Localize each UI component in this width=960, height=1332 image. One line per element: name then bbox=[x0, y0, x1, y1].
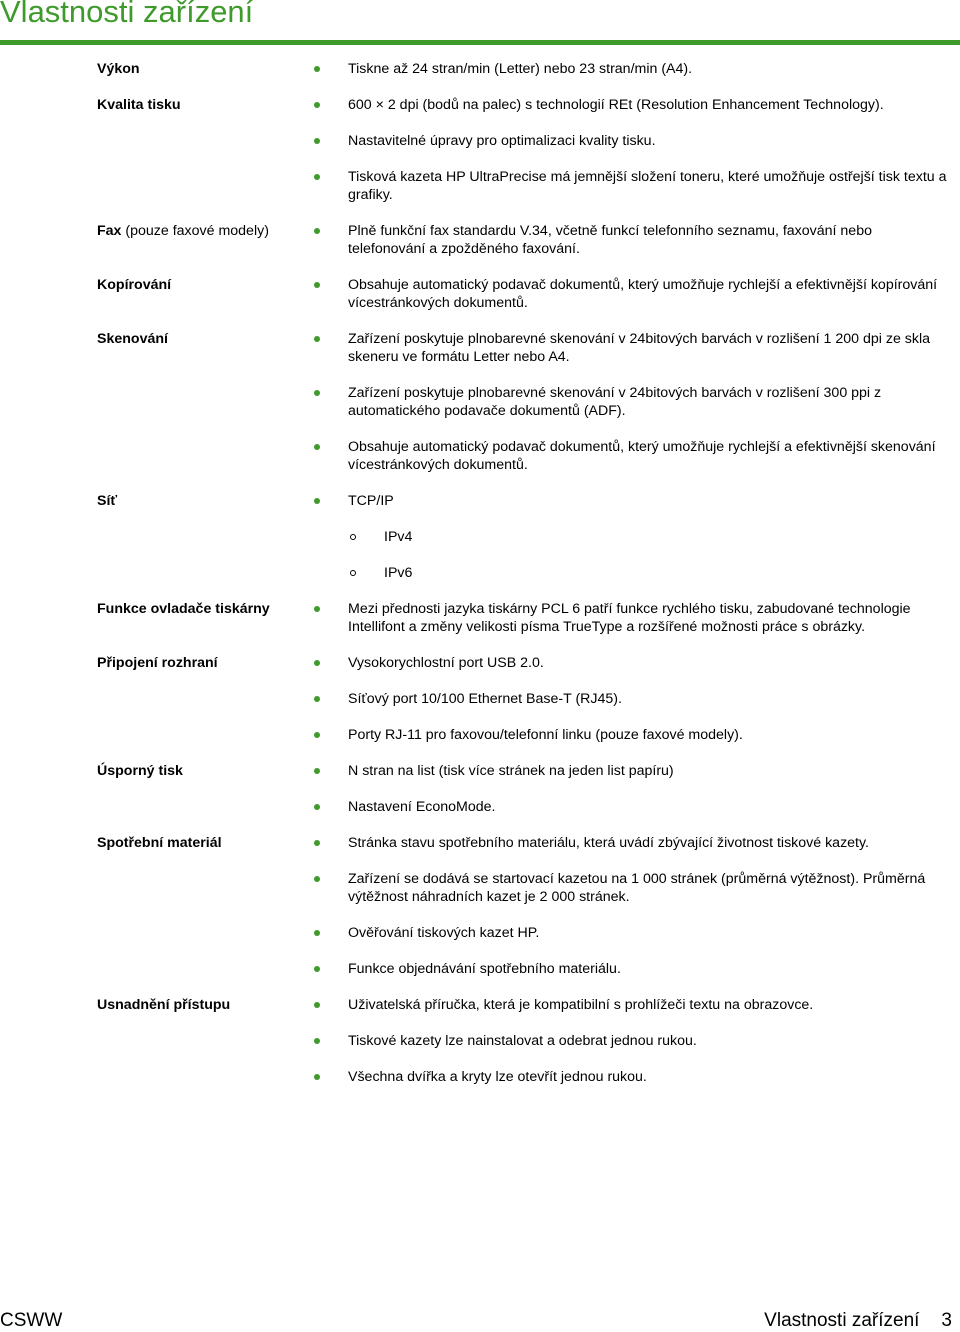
feature-category bbox=[0, 1026, 306, 1062]
bullet-icon bbox=[314, 1074, 320, 1080]
feature-category-label: Síť bbox=[97, 493, 118, 509]
footer-publication-code: CSWW bbox=[0, 1310, 63, 1331]
feature-row bbox=[0, 90, 960, 126]
feature-description-cell bbox=[348, 648, 960, 684]
hollow-bullet-icon bbox=[350, 534, 356, 540]
feature-category-label: Kvalita tisku bbox=[97, 97, 181, 113]
feature-description: Obsahuje automatický podavač dokumentů, který umožňuje rychlejší a efektivnější skenování vícestránkových dokumentů. bbox=[348, 439, 936, 473]
bullet-cell bbox=[306, 162, 348, 216]
page-number: 3 bbox=[941, 1310, 952, 1331]
feature-description: Nastavitelné úpravy pro optimalizaci kvality tisku. bbox=[348, 133, 656, 149]
feature-category-label: Úsporný tisk bbox=[97, 763, 183, 779]
feature-description: N stran na list (tisk více stránek na jeden list papíru) bbox=[348, 763, 674, 779]
bullet-cell bbox=[306, 648, 348, 684]
feature-description: 600 × 2 dpi (bodů na palec) s technologií REt (Resolution Enhancement Technology). bbox=[348, 97, 884, 113]
bullet-cell bbox=[306, 792, 348, 828]
feature-description: Nastavení EconoMode. bbox=[348, 799, 496, 815]
feature-row bbox=[0, 162, 960, 216]
bullet-icon bbox=[314, 66, 320, 72]
feature-row bbox=[0, 522, 960, 558]
feature-category bbox=[0, 954, 306, 990]
bullet-icon bbox=[314, 930, 320, 936]
feature-row bbox=[0, 558, 960, 594]
feature-category bbox=[0, 594, 306, 648]
feature-description-cell bbox=[348, 684, 960, 720]
feature-row bbox=[0, 126, 960, 162]
feature-row bbox=[0, 918, 960, 954]
feature-description: TCP/IP bbox=[348, 493, 394, 509]
feature-category-label: Připojení rozhraní bbox=[97, 655, 218, 671]
footer-right bbox=[764, 1310, 952, 1332]
sub-item-text: IPv4 bbox=[384, 529, 413, 545]
feature-description-cell bbox=[348, 90, 960, 126]
bullet-cell bbox=[306, 684, 348, 720]
bullet-icon bbox=[314, 228, 320, 234]
feature-category bbox=[0, 558, 306, 594]
feature-description: Obsahuje automatický podavač dokumentů, který umožňuje rychlejší a efektivnější kopírování vícestránkových dokumentů. bbox=[348, 277, 938, 311]
feature-category-label: Skenování bbox=[97, 331, 168, 347]
feature-row bbox=[0, 864, 960, 918]
feature-row bbox=[0, 324, 960, 378]
feature-category-label: Usnadnění přístupu bbox=[97, 997, 231, 1013]
feature-row bbox=[0, 720, 960, 756]
feature-category bbox=[0, 324, 306, 378]
feature-description-cell bbox=[348, 1062, 960, 1098]
bullet-cell bbox=[306, 54, 348, 90]
bullet-icon bbox=[314, 660, 320, 666]
feature-description: Síťový port 10/100 Ethernet Base-T (RJ45). bbox=[348, 691, 622, 707]
feature-description: Všechna dvířka a kryty lze otevřít jednou rukou. bbox=[348, 1069, 647, 1085]
feature-row bbox=[0, 954, 960, 990]
feature-description-cell bbox=[348, 954, 960, 990]
features-table-body bbox=[0, 54, 960, 1098]
feature-description-cell bbox=[348, 432, 960, 486]
bullet-cell bbox=[306, 324, 348, 378]
feature-description: Funkce objednávání spotřebního materiálu. bbox=[348, 961, 621, 977]
feature-row bbox=[0, 486, 960, 522]
bullet-cell bbox=[306, 216, 348, 270]
feature-category bbox=[0, 864, 306, 918]
bullet-icon bbox=[314, 498, 320, 504]
feature-description-cell bbox=[348, 918, 960, 954]
features-table bbox=[0, 54, 960, 1098]
feature-description-cell bbox=[348, 828, 960, 864]
feature-description-cell bbox=[348, 720, 960, 756]
feature-row bbox=[0, 756, 960, 792]
feature-category bbox=[0, 648, 306, 684]
feature-category-note: (pouze faxové modely) bbox=[121, 223, 269, 239]
feature-row bbox=[0, 594, 960, 648]
bullet-cell bbox=[306, 90, 348, 126]
feature-category bbox=[0, 378, 306, 432]
sub-item-text: IPv6 bbox=[384, 565, 413, 581]
feature-row bbox=[0, 828, 960, 864]
bullet-icon bbox=[314, 102, 320, 108]
bullet-icon bbox=[314, 768, 320, 774]
bullet-cell bbox=[306, 954, 348, 990]
feature-row bbox=[0, 378, 960, 432]
feature-category bbox=[0, 126, 306, 162]
bullet-icon bbox=[314, 390, 320, 396]
bullet-cell bbox=[306, 720, 348, 756]
feature-description-cell bbox=[348, 864, 960, 918]
feature-category-label: Kopírování bbox=[97, 277, 172, 293]
feature-category bbox=[0, 990, 306, 1026]
feature-row bbox=[0, 792, 960, 828]
feature-description-cell bbox=[348, 756, 960, 792]
feature-description-cell bbox=[348, 126, 960, 162]
feature-category bbox=[0, 162, 306, 216]
feature-description: Ověřování tiskových kazet HP. bbox=[348, 925, 540, 941]
bullet-icon bbox=[314, 444, 320, 450]
feature-category bbox=[0, 90, 306, 126]
feature-category bbox=[0, 792, 306, 828]
feature-description: Tisková kazeta HP UltraPrecise má jemnější složení toneru, které umožňuje ostřejší tisk textu a grafiky. bbox=[348, 169, 947, 203]
bullet-icon bbox=[314, 282, 320, 288]
feature-category bbox=[0, 756, 306, 792]
feature-category bbox=[0, 270, 306, 324]
bullet-cell bbox=[306, 522, 348, 558]
feature-category bbox=[0, 1062, 306, 1098]
feature-row bbox=[0, 270, 960, 324]
bullet-cell bbox=[306, 864, 348, 918]
feature-category bbox=[0, 918, 306, 954]
feature-description: Zařízení poskytuje plnobarevné skenování v 24bitových barvách v rozlišení 300 ppi z automatického podavače dokumentů (ADF). bbox=[348, 385, 882, 419]
title-divider bbox=[0, 40, 960, 45]
feature-description: Tiskové kazety lze nainstalovat a odebrat jednou rukou. bbox=[348, 1033, 697, 1049]
feature-description-cell bbox=[348, 558, 960, 594]
feature-description: Zařízení poskytuje plnobarevné skenování v 24bitových barvách v rozlišení 1 200 dpi ze skla skeneru ve formátu Letter nebo A4. bbox=[348, 331, 931, 365]
feature-category-label: Funkce ovladače tiskárny bbox=[97, 601, 270, 617]
bullet-cell bbox=[306, 918, 348, 954]
feature-row bbox=[0, 648, 960, 684]
bullet-cell bbox=[306, 486, 348, 522]
sub-list-item bbox=[348, 528, 960, 546]
bullet-icon bbox=[314, 138, 320, 144]
bullet-icon bbox=[314, 336, 320, 342]
bullet-icon bbox=[314, 174, 320, 180]
feature-category bbox=[0, 486, 306, 522]
bullet-icon bbox=[314, 966, 320, 972]
feature-category bbox=[0, 720, 306, 756]
bullet-cell bbox=[306, 1062, 348, 1098]
feature-row bbox=[0, 1062, 960, 1098]
feature-category bbox=[0, 522, 306, 558]
bullet-icon bbox=[314, 696, 320, 702]
bullet-cell bbox=[306, 828, 348, 864]
bullet-cell bbox=[306, 378, 348, 432]
feature-description-cell bbox=[348, 216, 960, 270]
feature-description-cell bbox=[348, 522, 960, 558]
feature-description: Porty RJ-11 pro faxovou/telefonní linku (pouze faxové modely). bbox=[348, 727, 743, 743]
feature-category bbox=[0, 216, 306, 270]
feature-description-cell bbox=[348, 324, 960, 378]
bullet-cell bbox=[306, 558, 348, 594]
sub-list-item bbox=[348, 564, 960, 582]
hollow-bullet-icon bbox=[350, 570, 356, 576]
feature-description-cell bbox=[348, 54, 960, 90]
bullet-cell bbox=[306, 126, 348, 162]
feature-description: Stránka stavu spotřebního materiálu, která uvádí zbývající životnost tiskové kazety. bbox=[348, 835, 869, 851]
feature-description-cell bbox=[348, 378, 960, 432]
bullet-cell bbox=[306, 594, 348, 648]
page-title: Vlastnosti zařízení bbox=[0, 0, 254, 29]
feature-description: Vysokorychlostní port USB 2.0. bbox=[348, 655, 544, 671]
feature-description-cell bbox=[348, 594, 960, 648]
feature-category-label: Výkon bbox=[97, 61, 140, 77]
feature-description-cell bbox=[348, 486, 960, 522]
bullet-cell bbox=[306, 432, 348, 486]
feature-description-cell bbox=[348, 792, 960, 828]
feature-row bbox=[0, 1026, 960, 1062]
bullet-icon bbox=[314, 1002, 320, 1008]
feature-row bbox=[0, 432, 960, 486]
feature-description-cell bbox=[348, 1026, 960, 1062]
bullet-cell bbox=[306, 1026, 348, 1062]
feature-description: Uživatelská příručka, která je kompatibilní s prohlížeči textu na obrazovce. bbox=[348, 997, 814, 1013]
feature-category bbox=[0, 684, 306, 720]
bullet-icon bbox=[314, 1038, 320, 1044]
bullet-icon bbox=[314, 876, 320, 882]
feature-description: Zařízení se dodává se startovací kazetou na 1 000 stránek (průměrná výtěžnost). Průměrná výtěžnost náhradních kazet je 2 000 stránek. bbox=[348, 871, 926, 905]
feature-description-cell bbox=[348, 990, 960, 1026]
bullet-icon bbox=[314, 606, 320, 612]
footer-section-title: Vlastnosti zařízení bbox=[764, 1310, 920, 1331]
feature-description: Tiskne až 24 stran/min (Letter) nebo 23 stran/min (A4). bbox=[348, 61, 693, 77]
bullet-icon bbox=[314, 840, 320, 846]
feature-row bbox=[0, 54, 960, 90]
feature-description-cell bbox=[348, 270, 960, 324]
feature-row bbox=[0, 684, 960, 720]
feature-description: Mezi přednosti jazyka tiskárny PCL 6 patří funkce rychlého tisku, zabudované technologie Intellifont a změny velikosti písma TrueType a rozšířené možnosti práce s obrázky. bbox=[348, 601, 911, 635]
feature-description: Plně funkční fax standardu V.34, včetně funkcí telefonního seznamu, faxování nebo telefonování a zpožděného faxování. bbox=[348, 223, 872, 257]
feature-category bbox=[0, 54, 306, 90]
bullet-icon bbox=[314, 732, 320, 738]
bullet-cell bbox=[306, 756, 348, 792]
feature-row bbox=[0, 990, 960, 1026]
feature-description-cell bbox=[348, 162, 960, 216]
feature-category bbox=[0, 828, 306, 864]
feature-row bbox=[0, 216, 960, 270]
bullet-cell bbox=[306, 990, 348, 1026]
bullet-cell bbox=[306, 270, 348, 324]
feature-category-label: Fax bbox=[97, 223, 122, 239]
feature-category bbox=[0, 432, 306, 486]
feature-category-label: Spotřební materiál bbox=[97, 835, 222, 851]
bullet-icon bbox=[314, 804, 320, 810]
